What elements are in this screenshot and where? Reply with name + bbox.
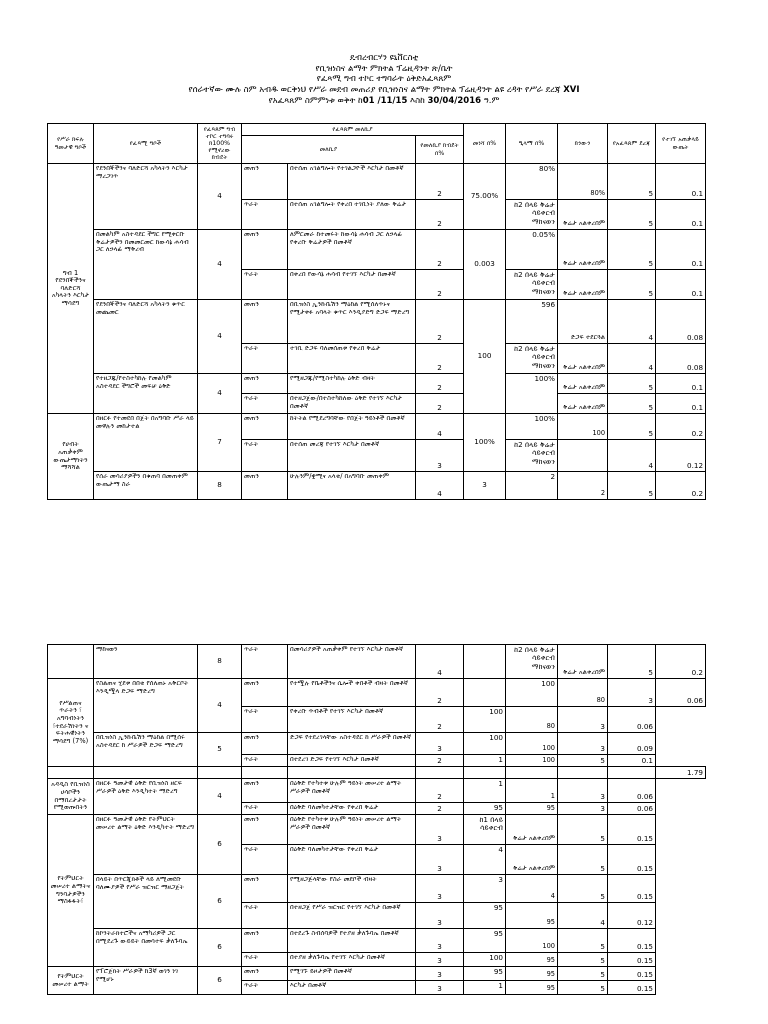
actual-cell: ቅሬታ አልቀረበም	[558, 200, 608, 230]
actual-cell: 1	[506, 779, 558, 803]
result-cell: 0.08	[656, 300, 706, 344]
score-cell: 4	[558, 903, 608, 929]
col-strategic-goal: የሥራ ክፍሉ ዓመታዊ ግቦች	[48, 124, 94, 164]
measure-cell: በመሳሪያዎች አጠቃቀም የተገኘ እርካታ በመቶኛ	[288, 645, 416, 679]
measure-cell: ከትትል የሚደረግባቸው የበጀት ዓይነቶች በመቶኛ	[288, 414, 416, 440]
score-cell: 5	[558, 981, 608, 995]
score-cell: 5	[608, 230, 656, 270]
table-body-page-1	[48, 164, 706, 500]
measure-kind-cell: መጠን	[242, 815, 288, 845]
col-task: የፈጻሚ ግቦች	[94, 124, 198, 164]
empty-cell	[198, 767, 242, 779]
actual-cell: ቅሬታ አልቀረበም	[558, 374, 608, 394]
table-row	[48, 230, 706, 270]
period-to: 30/04/2016	[427, 95, 482, 106]
weight-cell: 5	[198, 733, 242, 767]
col-plan: ዒላማ በ%	[506, 124, 558, 164]
table-row	[48, 815, 706, 845]
measure-weight-cell: 2	[416, 300, 464, 344]
strategic-goal-cell: የትምህርት መሠረተ ልማት	[48, 967, 94, 995]
empty-cell	[608, 767, 656, 779]
actual-cell: 100	[506, 929, 558, 953]
measure-weight-cell: 3	[416, 929, 464, 953]
measure-kind-cell: መጠን	[242, 733, 288, 755]
plan-cell: 95	[464, 803, 506, 815]
measure-kind-cell: ጥራት	[242, 707, 288, 733]
table-row	[48, 414, 706, 440]
measure-weight-cell: 3	[416, 903, 464, 929]
measure-weight-cell: 2	[416, 230, 464, 270]
score-cell: 5	[558, 815, 608, 845]
empty-cell	[464, 767, 506, 779]
empty-cell	[288, 767, 416, 779]
result-cell: 0.1	[656, 200, 706, 230]
table-row	[48, 929, 706, 953]
measure-weight-cell: 3	[416, 967, 464, 981]
plan-cell: 0.05%	[506, 230, 558, 270]
measure-kind-cell: መጠን	[242, 374, 288, 394]
plan-cell: 596	[506, 300, 558, 344]
measure-kind-cell: ጥራት	[242, 344, 288, 374]
actual-cell: 95	[506, 953, 558, 967]
period-from: 01 /11/15	[362, 95, 408, 106]
result-cell: 0.15	[608, 953, 656, 967]
measure-weight-cell: 2	[416, 394, 464, 414]
score-cell: 3	[558, 733, 608, 755]
measure-cell: በተሰጠ አገልግሎት የተገልጋዮች እርካታ በመቶኛ	[288, 164, 416, 200]
measure-cell: ተገቢ ድጋፍ ባለመሰጠቱ የቀረበ ቅሬታ	[288, 344, 416, 374]
plan-cell: 100%	[506, 374, 558, 414]
weight-cell: 8	[198, 472, 242, 500]
measure-weight-cell: 2	[416, 344, 464, 374]
result-cell: 0.15	[608, 845, 656, 875]
measure-weight-cell: 3	[416, 845, 464, 875]
measure-weight-cell: 3	[416, 815, 464, 845]
plan-cell: 100	[464, 953, 506, 967]
measure-cell: የሚዘጋጁ/የሚስተካከሉ ዕቅድ ብዛት	[288, 374, 416, 394]
result-cell: 0.2	[656, 472, 706, 500]
col-actual: ክንውን	[558, 124, 608, 164]
result-cell: 0.15	[608, 875, 656, 903]
actual-cell: 80	[558, 679, 608, 707]
measure-kind-cell: መጠን	[242, 967, 288, 981]
plan-cell: 95	[464, 929, 506, 953]
measure-weight-cell: 2	[416, 755, 464, 767]
university-name: ዴብረብርሃን ዩኒቨርስቲ	[349, 53, 419, 63]
measure-cell: በዕቅድ ባለመካተታቸው የቀረበ ቅሬታ	[288, 845, 416, 875]
score-cell: 5	[608, 270, 656, 300]
table-row	[48, 164, 706, 200]
col-measure: መለኪያ	[242, 136, 416, 164]
task-cell: በዘርፉ ዓመታዊ ዕቅድ የትምህርት መሠረተ ልማት ዕቅድ እንዲካተት ማድረግ	[94, 815, 198, 875]
measure-weight-cell: 2	[416, 374, 464, 394]
strategic-goal-cell: የሥልጠና ጥራትን ፣ አግባብነትን ፣ተደራሽነትን ና ፍትሐዊነትን ማሳደግ (7%)	[48, 679, 94, 767]
task-cell: የስልጠና ሂደቱ በበቂ የሰለጠኑ አቅርቦት እንዲሟላ ድጋፍ ማድረግ	[94, 679, 198, 733]
result-cell: 0.06	[608, 707, 656, 733]
col-measure-weight: የመለኪያ ክብደት በ%	[416, 136, 464, 164]
actual-cell: ቅሬታ አልቀረበም	[558, 344, 608, 374]
task-cell: ማከናወን	[94, 645, 198, 679]
sheet-page-2	[0, 580, 768, 1024]
weight-cell: 4	[198, 374, 242, 414]
strategic-goal-cell	[48, 645, 94, 679]
measure-cell: በቢዝነስ ኢንኩቤሽን ማዕከል የሚሰለጥኑና የሚታቀፉ አባላት ቁጥር እንዲያድግ ድጋፍ ማድረግ	[288, 300, 416, 344]
result-cell: 0.06	[608, 803, 656, 815]
actual-cell: 2	[558, 472, 608, 500]
measure-cell: የቀረቡ ጥብቶች የተገኘ እርካታ በመቶኛ	[288, 707, 416, 733]
measure-weight-cell: 4	[416, 414, 464, 440]
measure-cell: የተሟሉ የቤቶችንና ሴሎች ቀበቶች ብዛት በመቶኛ	[288, 679, 416, 707]
actual-cell: 100	[506, 755, 558, 767]
actual-cell: ቅሬታ አልቀረበም	[558, 230, 608, 270]
plan-cell: ከ2 በላይ ቅሬታ ሳይቀርብ ማከናወን	[506, 645, 558, 679]
score-cell: 5	[558, 967, 608, 981]
result-cell: 0.1	[656, 230, 706, 270]
measure-cell: በተሰጠ መረጃ የተገኘ እርካታ በመቶኛ	[288, 440, 416, 472]
measure-weight-cell: 2	[416, 200, 464, 230]
weight-cell: 8	[198, 645, 242, 679]
plan-cell: ከ2 በላይ ቅሬታ ሳይቀርብ ማከናወን	[506, 270, 558, 300]
score-cell: 3	[558, 803, 608, 815]
measure-kind-cell: ጥራት	[242, 394, 288, 414]
plan-cell: 80%	[506, 164, 558, 200]
measure-weight-cell: 2	[416, 270, 464, 300]
empty-cell	[506, 767, 558, 779]
score-cell: 4	[608, 440, 656, 472]
actual-cell: ድጋፍ ተደርጓል	[558, 300, 608, 344]
measure-kind-cell: ጥራት	[242, 981, 288, 995]
weight-cell: 6	[198, 929, 242, 967]
empty-cell	[242, 767, 288, 779]
score-cell: 5	[608, 200, 656, 230]
actual-cell: 95	[506, 903, 558, 929]
measure-kind-cell: ጥራት	[242, 803, 288, 815]
result-cell: 0.2	[656, 414, 706, 440]
result-cell: 0.1	[656, 164, 706, 200]
result-cell: 0.08	[656, 344, 706, 374]
empty-cell	[48, 767, 94, 779]
target-cell	[464, 679, 506, 707]
measure-kind-cell: መጠን	[242, 875, 288, 903]
measure-kind-cell: ጥራት	[242, 953, 288, 967]
weight-cell: 4	[198, 779, 242, 815]
measure-weight-cell: 3	[416, 733, 464, 755]
table-body-page-2	[48, 645, 706, 995]
measure-kind-cell: ጥራት	[242, 440, 288, 472]
measure-cell: በዕቅድ የተካተቱ ሁሉም ዓይነት መሠረተ ልማት ሥራዎች በመቶኛ	[288, 815, 416, 845]
measure-weight-cell: 2	[416, 679, 464, 707]
task-cell: የደንበኞችንና ባለድርሻ አካላትን እርካታ ማረጋገጥ	[94, 164, 198, 230]
measure-kind-cell: ጥራት	[242, 903, 288, 929]
measure-cell: በዕቅድ ባለመካተታቸው የቀረበ ቅሬታ	[288, 803, 416, 815]
measure-weight-cell: 3	[416, 981, 464, 995]
col-weight: የፈጻጸም ግብ ተኮር ተግባሩ ክ100% የሚኖረው ክብደት	[198, 124, 242, 164]
result-cell: 0.15	[608, 967, 656, 981]
plan-cell: 100	[464, 733, 506, 755]
score-cell: 3	[608, 679, 656, 707]
table-row	[48, 472, 706, 500]
result-cell: 0.1	[608, 755, 656, 767]
actual-cell: 95	[506, 967, 558, 981]
score-cell: 4	[608, 300, 656, 344]
measure-kind-cell: መጠን	[242, 679, 288, 707]
task-cell: የፕሮጀክት ሥራዎች ከ3ኛ ወገን ነገ የሚሆኑ	[94, 967, 198, 995]
total-result-cell: 1.79	[656, 767, 706, 779]
score-cell: 3	[558, 779, 608, 803]
task-cell: የተዘጋጁ/የተስተካከሉ የመልካም አስተዳደር ችግሮች መፍቻ ዕቅድ	[94, 374, 198, 414]
measure-cell: በተዘጋጀው/በተስተካከለው ዕቅድ የተገኘ እርካታ በመቶኛ	[288, 394, 416, 414]
actual-cell: 4	[506, 875, 558, 903]
plan-cell: 1	[464, 981, 506, 995]
score-cell: 5	[558, 845, 608, 875]
result-cell: 0.1	[656, 374, 706, 394]
table-row	[48, 767, 706, 779]
actual-cell: ቅሬታ አልቀረበም	[558, 270, 608, 300]
measure-cell: በተደረጉ ስብሰባዎች የተያዘ ቃለጉባኤ በመቶኛ	[288, 929, 416, 953]
result-cell: 0.12	[656, 440, 706, 472]
measure-cell: በተደረገ ድጋፍ የተገኘ እርካታ በመቶኛ	[288, 755, 416, 767]
task-cell: በዘርፉ የተመደበ በጀት በአግባቡ ሥራ ላይ መዋሉን መከታተል	[94, 414, 198, 472]
task-cell: የደንበኞችንና ባለድርሻ አካላትን ቁጥር መጨመር	[94, 300, 198, 374]
measure-kind-cell: ጥራት	[242, 200, 288, 230]
target-cell: 0.003	[464, 230, 506, 300]
actual-cell: ቅሬታ አልቀረበም	[506, 845, 558, 875]
weight-cell: 6	[198, 815, 242, 875]
col-result: የተገኘ አጠቃላይ ውጤት	[656, 124, 706, 164]
plan-cell: 4	[464, 845, 506, 875]
actual-cell	[558, 440, 608, 472]
empty-cell	[94, 767, 198, 779]
plan-cell: 1	[464, 779, 506, 803]
strategic-goal-cell: አዳዲስ የቢዝነስ ሀሳቦችን በማበረታታት የሚወጡበትን	[48, 779, 94, 815]
result-cell: 0.1	[656, 394, 706, 414]
task-cell: በዘርፉ ዓመታዊ ዕቅድ የቢዝነስ ዘርፍ ሥራዎች ዕቅድ እንዲካተት ማድረግ	[94, 779, 198, 815]
weight-cell: 4	[198, 230, 242, 300]
empty-cell	[416, 767, 464, 779]
result-cell: 0.15	[608, 929, 656, 953]
measure-kind-cell: ጥራት	[242, 755, 288, 767]
result-cell: 0.06	[656, 679, 706, 707]
plan-cell: ከ2 በላይ ቅሬታ ሳይቀርብ ማከናወን	[506, 440, 558, 472]
measure-weight-cell: 4	[416, 645, 464, 679]
plan-cell: 100%	[506, 414, 558, 440]
measure-weight-cell: 3	[416, 440, 464, 472]
plan-cell: 2	[506, 472, 558, 500]
result-cell: 0.15	[608, 815, 656, 845]
col-score: የአፈጻጸም ደረጃ	[608, 124, 656, 164]
table-row	[48, 779, 706, 803]
result-cell: 0.12	[608, 903, 656, 929]
measure-kind-cell: መጠን	[242, 164, 288, 200]
measure-kind-cell: መጠን	[242, 414, 288, 440]
period-line: የአፈጻጸም ስምምነቱ ወቅት ከ01 /11/15 እስከ 30/04/2016 ዓ.ም	[268, 95, 500, 106]
office-name: የቢዝነስና ልማት ምክትል ፕሬዚዳንት ጽ/ቤት	[315, 63, 453, 74]
measure-kind-cell: ጥራት	[242, 645, 288, 679]
plan-cell: 95	[464, 903, 506, 929]
table-row	[48, 300, 706, 344]
measure-kind-cell: መጠን	[242, 472, 288, 500]
plan-cell: 3	[464, 875, 506, 903]
actual-cell: ቅሬታ አልቀረበም	[506, 815, 558, 845]
task-cell: በቢዝነስ ኢንኩቤሽን ማዕከል በሚሰሩ አስተዳደር ከ ሥራዎች ድጋፍ ማድረግ	[94, 733, 198, 767]
score-cell: 5	[608, 394, 656, 414]
weight-cell: 6	[198, 967, 242, 995]
measure-cell: የሚገኙ ይዞታዎች በመቶኛ	[288, 967, 416, 981]
actual-cell: 100	[558, 414, 608, 440]
actual-cell: 95	[506, 803, 558, 815]
result-cell: 0.1	[656, 270, 706, 300]
measure-kind-cell: መጠን	[242, 779, 288, 803]
weight-cell: 6	[198, 875, 242, 929]
target-cell: 75.00%	[464, 164, 506, 230]
strategic-goal-cell: የትምህርት መሠረተ ልማትና ግንባታዎችን ማስፋፋት፣	[48, 815, 94, 967]
actual-cell: 80	[506, 707, 558, 733]
score-cell: 5	[558, 953, 608, 967]
weight-cell: 4	[198, 164, 242, 230]
measure-weight-cell: 2	[416, 164, 464, 200]
measure-kind-cell: መጠን	[242, 300, 288, 344]
target-cell: 100	[464, 300, 506, 414]
document-header	[0, 53, 768, 106]
result-cell: 0.15	[608, 981, 656, 995]
plan-cell: ከ2 በላይ ቅሬታ ሳይቀርብ ማከናወን	[506, 344, 558, 374]
measure-cell: በዕቅድ የተካተቱ ሁሉም ዓይነት መሠረተ ልማት ሥራዎች በመቶኛ	[288, 779, 416, 803]
target-cell: 100%	[464, 414, 506, 472]
performance-table-page-1	[47, 123, 706, 500]
measure-cell: በተሰጠ አገልግሎት የቀረበ ተገቢነት ያለው ቅሬታ	[288, 200, 416, 230]
score-cell: 5	[558, 929, 608, 953]
actual-cell: ቅሬታ አልቀረበም	[558, 645, 608, 679]
measure-kind-cell: ጥራት	[242, 270, 288, 300]
score-cell: 5	[608, 645, 656, 679]
measure-weight-cell: 2	[416, 803, 464, 815]
score-cell: 5	[558, 875, 608, 903]
measure-kind-cell: መጠን	[242, 230, 288, 270]
plan-cell: 100	[464, 707, 506, 733]
score-cell: 5	[608, 374, 656, 394]
task-cell: በላይት በጥርጂክቶች ላይ ለሚመደቡ ባለሙያዎች የሥራ ዝርዝር ማዘጋጀት	[94, 875, 198, 929]
plan-cell: 95	[464, 967, 506, 981]
strategic-goal-cell: ግብ 1 የደንበኞችንና ባለድርሻ አካላትን እርካታ ማሳደግ	[48, 164, 94, 414]
actual-cell: 100	[506, 733, 558, 755]
measure-weight-cell: 3	[416, 875, 464, 903]
employee-line	[0, 85, 768, 96]
measure-cell: በተያዘ ቃለጉባኤ የተገኘ እርካታ በመቶኛ	[288, 953, 416, 967]
score-cell: 4	[608, 344, 656, 374]
measure-kind-cell: ጥራት	[242, 845, 288, 875]
measure-cell: በቀረበ የውሳኔ ሐሳብ የተገኘ እርካታ በመቶኛ	[288, 270, 416, 300]
col-target: መነሻ በ%	[464, 124, 506, 164]
measure-weight-cell: 3	[416, 953, 464, 967]
performance-table-page-2	[47, 644, 706, 995]
table-row	[48, 967, 706, 981]
result-cell: 0.2	[656, 645, 706, 679]
measure-weight-cell: 2	[416, 707, 464, 733]
task-cell: የሰራ መሳሪያዎችን በቁጠባ በመጠቀም ውጤታማ ስራ	[94, 472, 198, 500]
table-row	[48, 374, 706, 394]
measure-kind-cell: መጠን	[242, 929, 288, 953]
employee-info: የሰራተኛው ሙሉ ስም አብዱ ወርቅነህ የሥራ መደብ መጠሪያ የቢዝነስና ልማት ምክትል ፕሬዚዳንት ልዩ ረዳት የሥራ ደረጃ	[188, 84, 561, 95]
plan-cell: ከ2 በላይ ቅሬታ ሳይቀርብ ማከናወን	[506, 200, 558, 230]
measure-cell: እርካታ በመቶኛ	[288, 981, 416, 995]
plan-cell: ከ1 በላይ ሳይቀርብ	[464, 815, 506, 845]
actual-cell: 80%	[558, 164, 608, 200]
score-cell: 5	[608, 414, 656, 440]
table-row	[48, 733, 706, 755]
weight-cell: 4	[198, 300, 242, 374]
table-row	[48, 645, 706, 679]
weight-cell: 7	[198, 414, 242, 472]
target-cell	[464, 645, 506, 679]
plan-cell: 1	[464, 755, 506, 767]
plan-cell: 100	[506, 679, 558, 707]
score-cell: 5	[608, 472, 656, 500]
measure-cell: በተዘጋጀ የሥራ ዝርዝር የተገኘ እርካታ በመቶኛ	[288, 903, 416, 929]
score-cell: 5	[608, 164, 656, 200]
measure-cell: ድጋፍ የተደረገላቸው አስተዳደር ከ ሥራዎች በመቶኛ	[288, 733, 416, 755]
document-title: የፈጻሚ ግብ ተኮር ተግባራት ዕቅድአፈጻጸም	[316, 74, 452, 85]
col-measure-group: የፈጻጸም መለኪያ	[242, 124, 464, 136]
measure-cell: ሁሉንም/ቋሚና አላቂ/ በአግባቡ መጠቀም	[288, 472, 416, 500]
actual-cell: 95	[506, 981, 558, 995]
task-cell: በመልካም አስተዳደር ችግር የሚቀርቡ ቅሬታዎችን በመመርመር ከውሳኔ ሐሳብ ጋር ለኃላፊ ማቅረብ	[94, 230, 198, 300]
empty-cell	[558, 767, 608, 779]
score-cell: 3	[558, 707, 608, 733]
table-row	[48, 875, 706, 903]
table-row	[48, 679, 706, 707]
score-cell: 5	[558, 755, 608, 767]
result-cell: 0.06	[608, 779, 656, 803]
task-cell: ከኮንትራክተሮችና አማካሪዎች ጋር በሚደረጉ ውይይት በመሳተፍ ቃለጉባኤ	[94, 929, 198, 967]
weight-cell: 4	[198, 679, 242, 733]
measure-cell: ለምርመራ ከተመሩት ከውሳኔ ሐሳብ ጋር ለኃላፊ የቀረቡ ቅሬታዎች በመቶኛ	[288, 230, 416, 270]
measure-cell: የሚዘጋጅላቸው የስራ መደቦች ብዛት	[288, 875, 416, 903]
actual-cell: ቅሬታ አልቀረበም	[558, 394, 608, 414]
measure-weight-cell: 2	[416, 779, 464, 803]
strategic-goal-cell: የሀብት አጠቃቀም ውጤታማነትን ማሻሻል	[48, 414, 94, 500]
target-cell: 3	[464, 472, 506, 500]
measure-weight-cell: 4	[416, 472, 464, 500]
result-cell: 0.09	[608, 733, 656, 755]
job-level: XVI	[563, 84, 580, 95]
